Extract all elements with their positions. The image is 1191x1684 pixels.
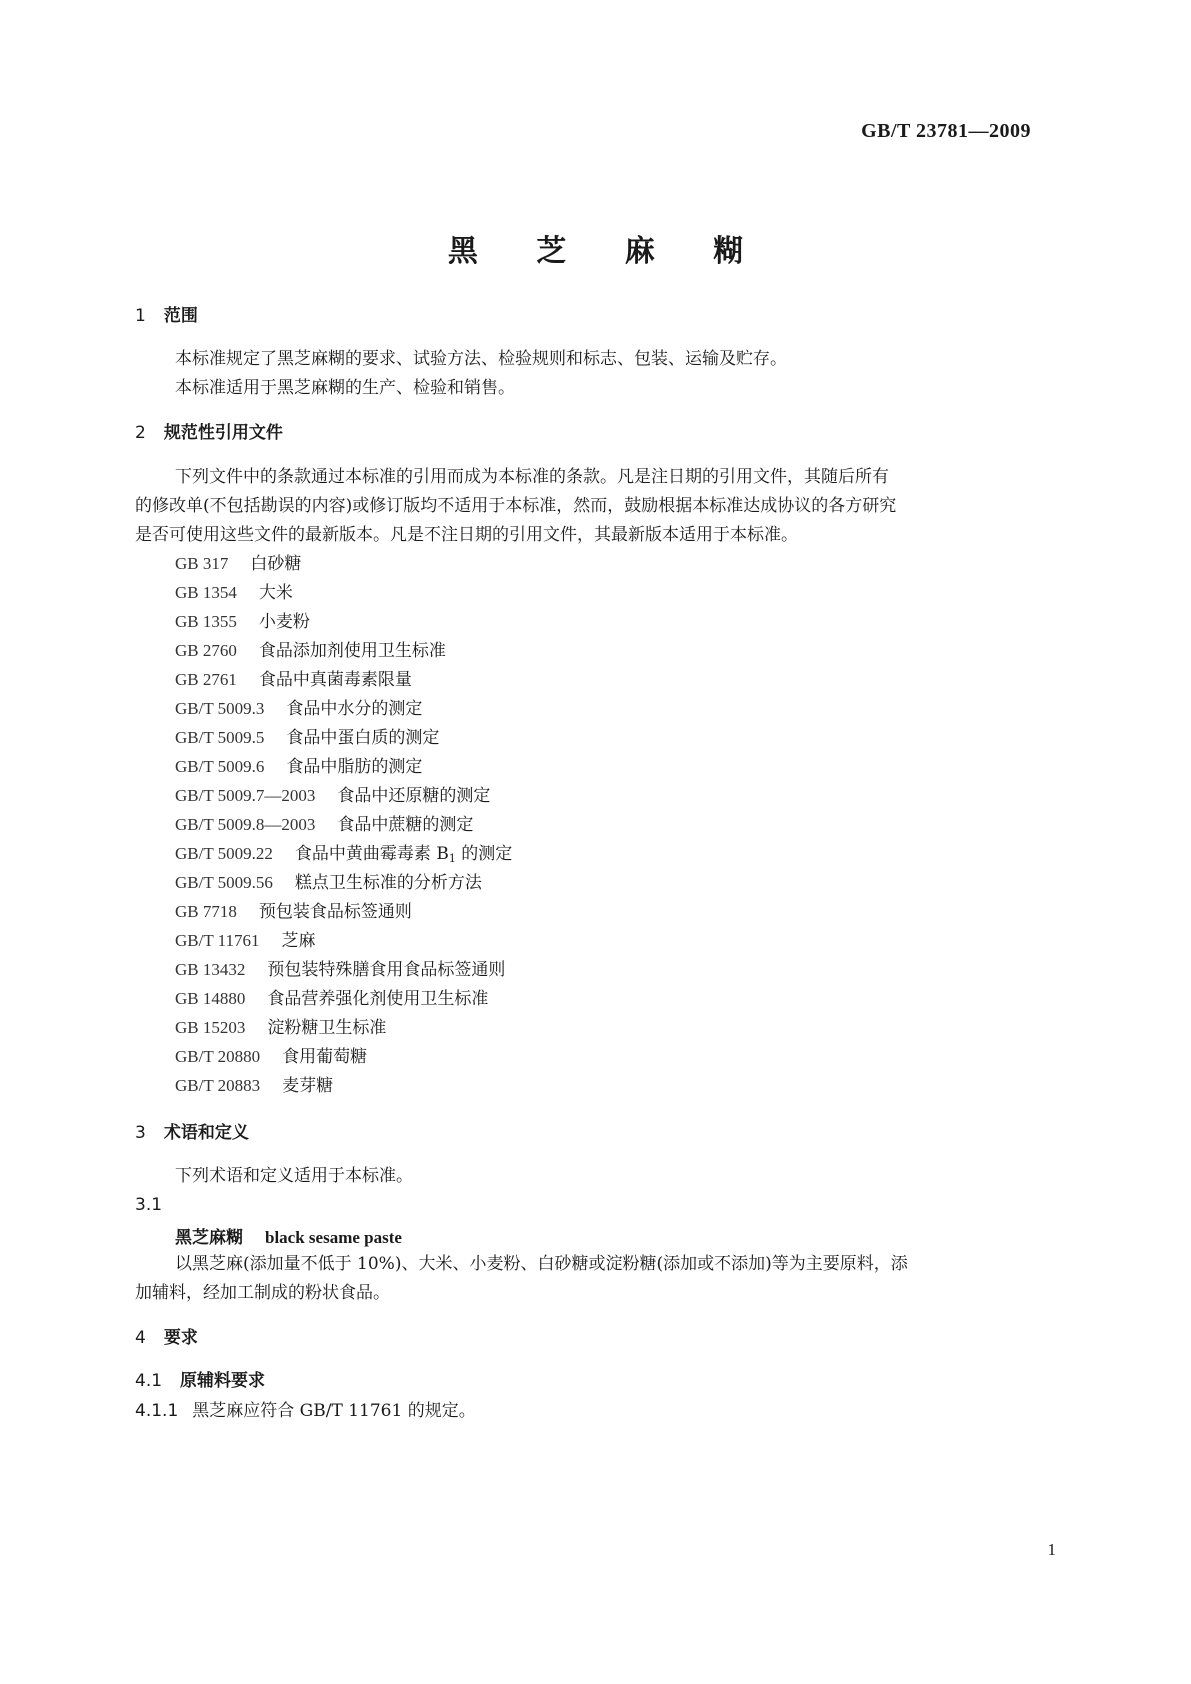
reference-item (175, 610, 310, 634)
reference-code: GB 2760 (175, 641, 237, 660)
reference-name: 食用葡萄糖 (282, 1047, 368, 1067)
reference-name: 白砂糖 (250, 554, 302, 574)
section-title: 术语和定义 (163, 1123, 249, 1143)
scope-paragraph-2: 本标准适用于黑芝麻糊的生产、检验和销售。 (175, 378, 515, 398)
reference-code: GB 15203 (175, 1018, 246, 1037)
reference-name: 食品中还原糖的测定 (337, 786, 491, 806)
scope-paragraph-1: 本标准规定了黑芝麻糊的要求、试验方法、检验规则和标志、包装、运输及贮存。 (175, 349, 787, 369)
reference-item (175, 668, 412, 692)
section-title: 要求 (163, 1328, 198, 1348)
reference-code: GB/T 5009.8—2003 (175, 815, 316, 834)
reference-item (175, 1074, 333, 1098)
reference-name: 食品中蔗糖的测定 (337, 815, 474, 835)
reference-code: GB 317 (175, 554, 229, 573)
reference-item (175, 784, 490, 808)
section-number: 2 (135, 423, 146, 443)
term-english: black sesame paste (265, 1228, 402, 1247)
reference-name: 食品中真菌毒素限量 (258, 670, 412, 690)
reference-name-pre: 食品中黄曲霉毒素 B (294, 844, 449, 864)
reference-item (175, 1016, 386, 1040)
definition-line-2: 加辅料，经加工制成的粉状食品。 (135, 1283, 390, 1303)
reference-name: 食品营养强化剂使用卫生标准 (267, 989, 489, 1009)
page-number: 1 (1047, 1540, 1056, 1559)
reference-code: GB 2761 (175, 670, 237, 689)
standard-number: GB/T 23781—2009 (861, 120, 1031, 142)
reference-code: GB/T 20880 (175, 1047, 261, 1066)
reference-item (175, 987, 488, 1011)
section-title: 范围 (163, 306, 198, 326)
term-chinese: 黑芝麻糊 (175, 1228, 243, 1248)
reference-name: 淀粉糖卫生标准 (267, 1018, 387, 1038)
reference-item (175, 842, 512, 871)
terms-intro: 下列术语和定义适用于本标准。 (175, 1166, 413, 1186)
reference-item (175, 755, 422, 779)
section-2-heading (135, 422, 283, 444)
reference-code: GB/T 5009.56 (175, 873, 273, 892)
reference-item (175, 1045, 367, 1069)
reference-name: 预包装食品标签通则 (258, 902, 412, 922)
reference-item (175, 639, 446, 663)
reference-name: 麦芽糖 (282, 1076, 334, 1096)
reference-item (175, 929, 316, 953)
section-title: 规范性引用文件 (163, 423, 283, 443)
reference-code: GB 1354 (175, 583, 237, 602)
clause-number: 4.1.1 (135, 1401, 179, 1421)
term-entry (175, 1223, 402, 1248)
reference-item (175, 697, 422, 721)
document-title: 黑 芝 麻 糊 (447, 234, 768, 269)
section-number: 3 (135, 1123, 146, 1143)
references-intro-line-3: 是否可使用这些文件的最新版本。凡是不注日期的引用文件，其最新版本适用于本标准。 (135, 525, 798, 545)
clause-4-1-1 (135, 1399, 476, 1423)
reference-name (295, 844, 512, 864)
reference-name: 预包装特殊膳食用食品标签通则 (267, 960, 506, 980)
reference-name: 食品中蛋白质的测定 (286, 728, 440, 748)
clause-text: 黑芝麻应符合 GB/T 11761 的规定。 (192, 1401, 476, 1421)
reference-code: GB 7718 (175, 902, 237, 921)
reference-code: GB/T 5009.22 (175, 844, 273, 863)
reference-code: GB/T 5009.5 (175, 728, 265, 747)
subsection-title: 原辅料要求 (180, 1371, 266, 1391)
reference-name: 食品中脂肪的测定 (286, 757, 423, 777)
reference-code: GB/T 5009.3 (175, 699, 265, 718)
section-1-heading (135, 305, 198, 327)
reference-code: GB/T 11761 (175, 931, 260, 950)
reference-item (175, 581, 293, 605)
reference-code: GB/T 20883 (175, 1076, 261, 1095)
reference-name: 食品添加剂使用卫生标准 (258, 641, 446, 661)
subsection-4-1-heading (135, 1370, 265, 1392)
reference-code: GB 14880 (175, 989, 246, 1008)
reference-item (175, 900, 412, 924)
section-3-heading (135, 1122, 249, 1144)
reference-code: GB/T 5009.6 (175, 757, 265, 776)
reference-code: GB 1355 (175, 612, 237, 631)
reference-code: GB 13432 (175, 960, 246, 979)
reference-item (175, 958, 505, 982)
section-4-heading (135, 1327, 198, 1349)
reference-code: GB/T 5009.7—2003 (175, 786, 316, 805)
subsection-3-1-number: 3.1 (135, 1195, 163, 1215)
reference-name-subscript: 1 (448, 852, 456, 865)
reference-name-post: 的测定 (455, 844, 513, 864)
references-intro-line-1: 下列文件中的条款通过本标准的引用而成为本标准的条款。凡是注日期的引用文件，其随后所有 (175, 467, 889, 487)
reference-name: 芝麻 (281, 931, 316, 951)
reference-item (175, 552, 301, 576)
section-number: 1 (135, 306, 146, 326)
reference-name: 食品中水分的测定 (286, 699, 423, 719)
reference-item (175, 813, 473, 837)
references-intro-line-2: 的修改单(不包括勘误的内容)或修订版均不适用于本标准，然而，鼓励根据本标准达成协议的各方研究 (135, 496, 897, 516)
section-number: 4 (135, 1328, 146, 1348)
reference-item (175, 726, 439, 750)
reference-item (175, 871, 482, 895)
reference-name: 大米 (258, 583, 293, 603)
definition-line-1: 以黑芝麻(添加量不低于 10%)、大米、小麦粉、白砂糖或淀粉糖(添加或不添加)等为主要原料，添 (175, 1254, 908, 1274)
reference-name: 糕点卫生标准的分析方法 (294, 873, 482, 893)
subsection-number: 4.1 (135, 1371, 163, 1391)
reference-name: 小麦粉 (258, 612, 310, 632)
